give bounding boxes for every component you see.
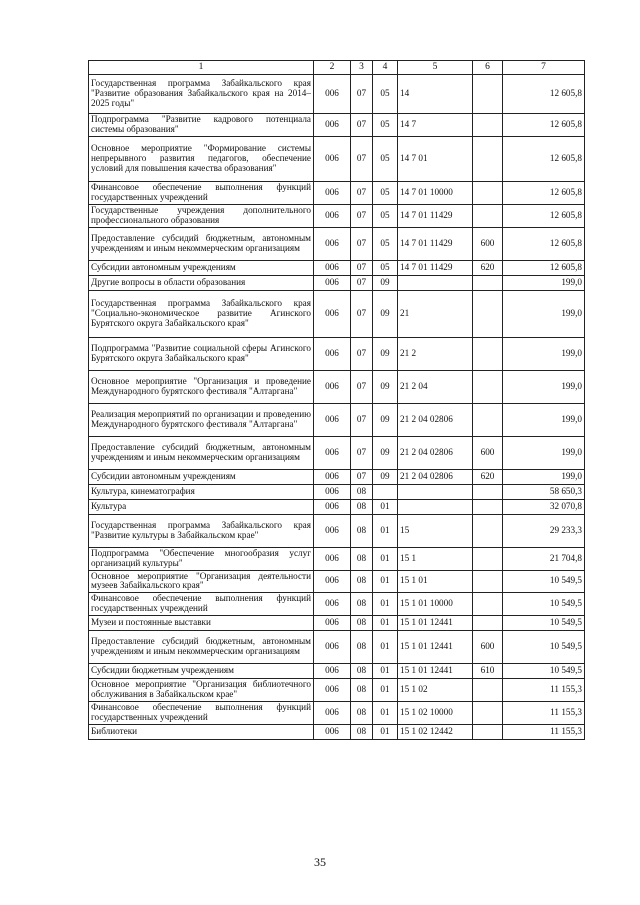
cell-section-code: 08 — [351, 631, 373, 664]
budget-table — [88, 60, 585, 740]
cell-target-article-code: 15 1 01 12441 — [398, 616, 473, 631]
cell-amount: 12 605,8 — [503, 204, 585, 227]
cell-section-code: 08 — [351, 679, 373, 702]
column-header: 6 — [473, 61, 503, 75]
cell-subsection-code — [373, 484, 398, 499]
cell-ministry-code: 006 — [314, 181, 351, 204]
cell-subsection-code: 09 — [373, 403, 398, 436]
table-row — [89, 275, 585, 290]
cell-subsection-code: 01 — [373, 725, 398, 740]
cell-ministry-code: 006 — [314, 664, 351, 679]
table-row — [89, 436, 585, 469]
cell-row-name: Финансовое обеспечение выполнения функций государственных учреждений — [89, 593, 314, 616]
cell-ministry-code: 006 — [314, 631, 351, 664]
cell-amount: 11 155,3 — [503, 725, 585, 740]
cell-expense-type-code — [473, 136, 503, 181]
cell-amount: 29 233,3 — [503, 514, 585, 547]
cell-ministry-code: 006 — [314, 204, 351, 227]
table-row — [89, 290, 585, 337]
table-row — [89, 514, 585, 547]
cell-section-code: 07 — [351, 337, 373, 370]
table-row — [89, 204, 585, 227]
cell-expense-type-code — [473, 616, 503, 631]
cell-subsection-code: 01 — [373, 593, 398, 616]
cell-row-name: Подпрограмма "Развитие социальной сферы Агинского Бурятского округа Забайкальского края" — [89, 337, 314, 370]
cell-subsection-code: 01 — [373, 702, 398, 725]
cell-amount: 12 605,8 — [503, 227, 585, 260]
cell-target-article-code: 14 7 01 11429 — [398, 260, 473, 275]
cell-target-article-code: 15 1 01 12441 — [398, 664, 473, 679]
page-number: 35 — [314, 855, 326, 869]
table-body — [89, 75, 585, 740]
cell-expense-type-code — [473, 370, 503, 403]
cell-expense-type-code: 620 — [473, 469, 503, 484]
cell-subsection-code: 01 — [373, 631, 398, 664]
cell-subsection-code: 05 — [373, 181, 398, 204]
table-row — [89, 593, 585, 616]
cell-amount: 10 549,5 — [503, 664, 585, 679]
cell-section-code: 07 — [351, 136, 373, 181]
cell-ministry-code: 006 — [314, 679, 351, 702]
cell-expense-type-code — [473, 181, 503, 204]
cell-target-article-code: 14 7 01 — [398, 136, 473, 181]
cell-expense-type-code — [473, 204, 503, 227]
cell-expense-type-code: 600 — [473, 436, 503, 469]
table-row — [89, 702, 585, 725]
cell-subsection-code: 05 — [373, 204, 398, 227]
cell-subsection-code: 01 — [373, 616, 398, 631]
cell-expense-type-code — [473, 275, 503, 290]
cell-ministry-code: 006 — [314, 616, 351, 631]
cell-ministry-code: 006 — [314, 547, 351, 570]
cell-ministry-code: 006 — [314, 290, 351, 337]
cell-ministry-code: 006 — [314, 725, 351, 740]
cell-row-name: Финансовое обеспечение выполнения функций государственных учреждений — [89, 181, 314, 204]
cell-ministry-code: 006 — [314, 484, 351, 499]
table-row — [89, 227, 585, 260]
table-row — [89, 631, 585, 664]
cell-ministry-code: 006 — [314, 570, 351, 593]
cell-expense-type-code — [473, 702, 503, 725]
cell-section-code: 07 — [351, 260, 373, 275]
table-row — [89, 484, 585, 499]
cell-amount: 199,0 — [503, 290, 585, 337]
cell-target-article-code: 21 2 — [398, 337, 473, 370]
column-header: 4 — [373, 61, 398, 75]
cell-amount: 12 605,8 — [503, 181, 585, 204]
cell-subsection-code: 01 — [373, 570, 398, 593]
cell-subsection-code: 01 — [373, 679, 398, 702]
cell-row-name: Субсидии автономным учреждениям — [89, 469, 314, 484]
cell-section-code: 08 — [351, 514, 373, 547]
cell-section-code: 07 — [351, 275, 373, 290]
cell-row-name: Основное мероприятие "Формирование системы непрерывного развития педагогов, обеспечение условий для повышения качества образования" — [89, 136, 314, 181]
table-row — [89, 136, 585, 181]
cell-row-name: Культура, кинематография — [89, 484, 314, 499]
cell-row-name: Субсидии бюджетным учреждениям — [89, 664, 314, 679]
cell-expense-type-code: 600 — [473, 227, 503, 260]
cell-expense-type-code — [473, 290, 503, 337]
cell-target-article-code: 15 1 01 — [398, 570, 473, 593]
cell-amount: 10 549,5 — [503, 593, 585, 616]
cell-ministry-code: 006 — [314, 136, 351, 181]
cell-row-name: Финансовое обеспечение выполнения функций государственных учреждений — [89, 702, 314, 725]
cell-section-code: 07 — [351, 436, 373, 469]
cell-subsection-code: 05 — [373, 227, 398, 260]
cell-target-article-code: 14 7 — [398, 114, 473, 137]
cell-ministry-code: 006 — [314, 275, 351, 290]
cell-row-name: Субсидии автономным учреждениям — [89, 260, 314, 275]
cell-row-name: Государственная программа Забайкальского края "Развитие культуры в Забайкальском крае" — [89, 514, 314, 547]
cell-section-code: 08 — [351, 484, 373, 499]
table-row — [89, 679, 585, 702]
cell-row-name: Музеи и постоянные выставки — [89, 616, 314, 631]
cell-section-code: 08 — [351, 725, 373, 740]
table-row — [89, 664, 585, 679]
cell-row-name: Подпрограмма "Обеспечение многообразия услуг организаций культуры" — [89, 547, 314, 570]
cell-section-code: 07 — [351, 290, 373, 337]
cell-section-code: 07 — [351, 227, 373, 260]
cell-section-code: 08 — [351, 547, 373, 570]
table-row — [89, 260, 585, 275]
cell-subsection-code: 09 — [373, 290, 398, 337]
cell-section-code: 07 — [351, 114, 373, 137]
cell-ministry-code: 006 — [314, 403, 351, 436]
cell-expense-type-code — [473, 593, 503, 616]
cell-target-article-code: 21 2 04 02806 — [398, 403, 473, 436]
cell-row-name: Основное мероприятие "Организация деятельности музеев Забайкальского края" — [89, 570, 314, 593]
column-header: 1 — [89, 61, 314, 75]
table-header-row — [89, 61, 585, 75]
table-row — [89, 499, 585, 514]
cell-amount: 58 650,3 — [503, 484, 585, 499]
cell-amount: 21 704,8 — [503, 547, 585, 570]
cell-ministry-code: 006 — [314, 514, 351, 547]
cell-amount: 10 549,5 — [503, 631, 585, 664]
column-header: 2 — [314, 61, 351, 75]
cell-ministry-code: 006 — [314, 593, 351, 616]
cell-ministry-code: 006 — [314, 370, 351, 403]
cell-expense-type-code — [473, 75, 503, 114]
cell-amount: 199,0 — [503, 337, 585, 370]
table-row — [89, 114, 585, 137]
cell-target-article-code: 15 1 01 10000 — [398, 593, 473, 616]
table-row — [89, 725, 585, 740]
cell-row-name: Подпрограмма "Развитие кадрового потенциала системы образования" — [89, 114, 314, 137]
cell-row-name: Основное мероприятие "Организация и проведение Международного бурятского фестиваля "Алтаргана" — [89, 370, 314, 403]
cell-amount: 10 549,5 — [503, 616, 585, 631]
cell-target-article-code: 14 7 01 11429 — [398, 204, 473, 227]
cell-amount: 199,0 — [503, 403, 585, 436]
cell-ministry-code: 006 — [314, 337, 351, 370]
cell-section-code: 08 — [351, 570, 373, 593]
cell-row-name: Государственная программа Забайкальского края "Социально-экономическое развитие Агинского Бурятского округа Забайкальского края" — [89, 290, 314, 337]
cell-row-name: Государственные учреждения дополнительного профессионального образования — [89, 204, 314, 227]
table-row — [89, 337, 585, 370]
cell-row-name: Реализация мероприятий по организации и проведению Международного бурятского фестиваля "Алтаргана" — [89, 403, 314, 436]
cell-row-name: Предоставление субсидий бюджетным, автономным учреждениям и иным некоммерческим организациям — [89, 631, 314, 664]
cell-amount: 12 605,8 — [503, 136, 585, 181]
cell-target-article-code: 21 — [398, 290, 473, 337]
cell-amount: 11 155,3 — [503, 702, 585, 725]
cell-amount: 199,0 — [503, 436, 585, 469]
cell-section-code: 07 — [351, 204, 373, 227]
cell-subsection-code: 09 — [373, 337, 398, 370]
cell-row-name: Государственная программа Забайкальского края "Развитие образования Забайкальского края на 2014–2025 годы" — [89, 75, 314, 114]
cell-ministry-code: 006 — [314, 469, 351, 484]
cell-subsection-code: 09 — [373, 370, 398, 403]
cell-section-code: 07 — [351, 403, 373, 436]
cell-target-article-code: 21 2 04 02806 — [398, 469, 473, 484]
cell-row-name: Библиотеки — [89, 725, 314, 740]
cell-row-name: Культура — [89, 499, 314, 514]
cell-subsection-code: 09 — [373, 436, 398, 469]
cell-amount: 199,0 — [503, 469, 585, 484]
cell-section-code: 08 — [351, 593, 373, 616]
cell-subsection-code: 05 — [373, 260, 398, 275]
cell-target-article-code — [398, 499, 473, 514]
cell-target-article-code: 14 — [398, 75, 473, 114]
cell-expense-type-code — [473, 547, 503, 570]
cell-expense-type-code — [473, 514, 503, 547]
cell-expense-type-code — [473, 337, 503, 370]
cell-amount: 11 155,3 — [503, 679, 585, 702]
cell-expense-type-code — [473, 403, 503, 436]
cell-section-code: 08 — [351, 499, 373, 514]
cell-ministry-code: 006 — [314, 499, 351, 514]
cell-target-article-code: 15 — [398, 514, 473, 547]
table-row — [89, 570, 585, 593]
cell-expense-type-code — [473, 679, 503, 702]
cell-section-code: 08 — [351, 702, 373, 725]
cell-ministry-code: 006 — [314, 702, 351, 725]
cell-row-name: Основное мероприятие "Организация библиотечного обслуживания в Забайкальском крае" — [89, 679, 314, 702]
cell-expense-type-code — [473, 484, 503, 499]
cell-ministry-code: 006 — [314, 114, 351, 137]
cell-subsection-code: 09 — [373, 469, 398, 484]
cell-amount: 12 605,8 — [503, 114, 585, 137]
cell-subsection-code: 01 — [373, 664, 398, 679]
cell-target-article-code: 21 2 04 02806 — [398, 436, 473, 469]
table-row — [89, 403, 585, 436]
table-row — [89, 547, 585, 570]
cell-expense-type-code — [473, 570, 503, 593]
cell-amount: 12 605,8 — [503, 260, 585, 275]
cell-ministry-code: 006 — [314, 260, 351, 275]
cell-subsection-code: 05 — [373, 114, 398, 137]
cell-section-code: 08 — [351, 616, 373, 631]
cell-subsection-code: 01 — [373, 514, 398, 547]
cell-subsection-code: 09 — [373, 275, 398, 290]
cell-section-code: 07 — [351, 469, 373, 484]
cell-target-article-code: 15 1 02 12442 — [398, 725, 473, 740]
cell-amount: 12 605,8 — [503, 75, 585, 114]
column-header: 5 — [398, 61, 473, 75]
cell-expense-type-code — [473, 725, 503, 740]
cell-target-article-code: 14 7 01 11429 — [398, 227, 473, 260]
cell-subsection-code: 05 — [373, 75, 398, 114]
cell-section-code: 07 — [351, 370, 373, 403]
cell-target-article-code — [398, 484, 473, 499]
column-header: 7 — [503, 61, 585, 75]
table-row — [89, 75, 585, 114]
cell-expense-type-code: 620 — [473, 260, 503, 275]
cell-target-article-code: 15 1 02 — [398, 679, 473, 702]
cell-target-article-code: 21 2 04 — [398, 370, 473, 403]
cell-section-code: 08 — [351, 664, 373, 679]
table-row — [89, 181, 585, 204]
cell-target-article-code: 15 1 02 10000 — [398, 702, 473, 725]
cell-ministry-code: 006 — [314, 75, 351, 114]
cell-row-name: Другие вопросы в области образования — [89, 275, 314, 290]
cell-subsection-code: 01 — [373, 547, 398, 570]
cell-amount: 199,0 — [503, 370, 585, 403]
column-header: 3 — [351, 61, 373, 75]
cell-subsection-code: 01 — [373, 499, 398, 514]
cell-target-article-code: 15 1 — [398, 547, 473, 570]
cell-expense-type-code — [473, 114, 503, 137]
cell-expense-type-code: 600 — [473, 631, 503, 664]
table-row — [89, 616, 585, 631]
cell-expense-type-code — [473, 499, 503, 514]
cell-target-article-code: 14 7 01 10000 — [398, 181, 473, 204]
table-row — [89, 469, 585, 484]
cell-section-code: 07 — [351, 181, 373, 204]
cell-amount: 32 070,8 — [503, 499, 585, 514]
cell-row-name: Предоставление субсидий бюджетным, автономным учреждениям и иным некоммерческим организациям — [89, 436, 314, 469]
cell-expense-type-code: 610 — [473, 664, 503, 679]
cell-section-code: 07 — [351, 75, 373, 114]
cell-amount: 199,0 — [503, 275, 585, 290]
cell-ministry-code: 006 — [314, 436, 351, 469]
cell-target-article-code: 15 1 01 12441 — [398, 631, 473, 664]
table-row — [89, 370, 585, 403]
cell-ministry-code: 006 — [314, 227, 351, 260]
cell-target-article-code — [398, 275, 473, 290]
cell-row-name: Предоставление субсидий бюджетным, автономным учреждениям и иным некоммерческим организациям — [89, 227, 314, 260]
cell-amount: 10 549,5 — [503, 570, 585, 593]
cell-subsection-code: 05 — [373, 136, 398, 181]
